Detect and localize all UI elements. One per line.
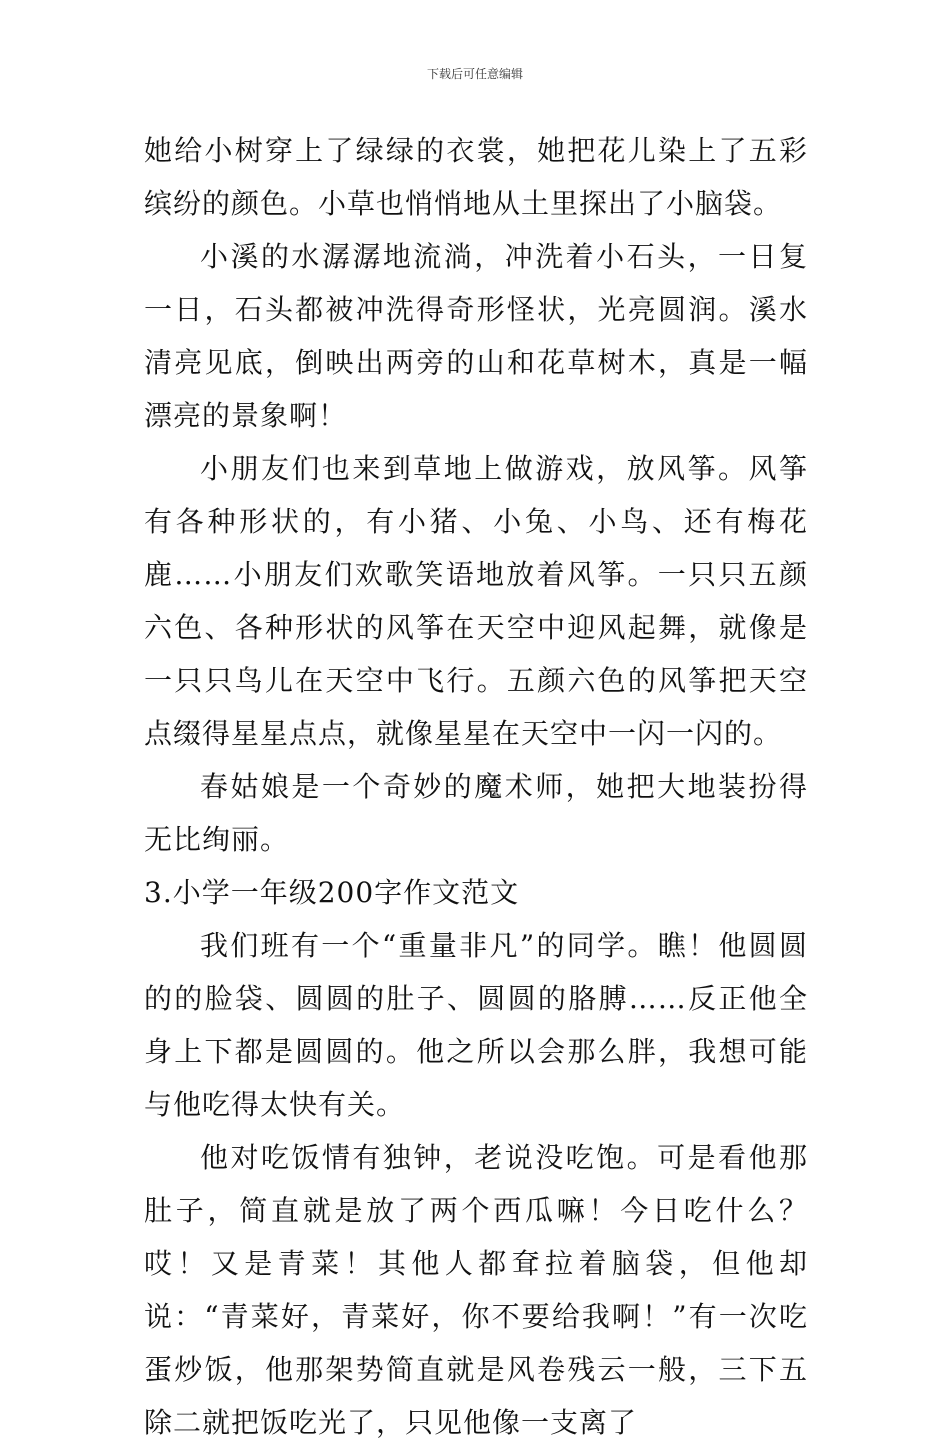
page-header: 下载后可任意编辑 bbox=[426, 67, 523, 81]
paragraph: 小溪的水潺潺地流淌，冲洗着小石头，一日复一日，石头都被冲洗得奇形怪状，光亮圆润。溪水清亮见底，倒映出两旁的山和花草树木，真是一幅漂亮的景象啊！ bbox=[144, 240, 808, 432]
paragraph: 他对吃饭情有独钟，老说没吃饱。可是看他那肚子，简直就是放了两个西瓜嘛！今日吃什么？哎！又是青菜！其他人都耷拉着脑袋，但他却说：“青菜好，青菜好，你不要给我啊！”有一次吃蛋炒饭，他那架势简直就是风卷残云一般，三下五除二就把饭吃光了，只见他像一支离了 bbox=[144, 1141, 808, 1439]
document-body bbox=[144, 124, 808, 1449]
section-heading: 3.小学一年级200字作文范文 bbox=[144, 876, 520, 909]
paragraph: 小朋友们也来到草地上做游戏，放风筝。风筝有各种形状的，有小猪、小兔、小鸟、还有梅花鹿……小朋友们欢歌笑语地放着风筝。一只只五颜六色、各种形状的风筝在天空中迎风起舞，就像是一只只鸟儿在天空中飞行。五颜六色的风筝把天空点缀得星星点点，就像星星在天空中一闪一闪的。 bbox=[144, 452, 808, 750]
paragraph: 我们班有一个“重量非凡”的同学。瞧！他圆圆的的脸袋、圆圆的肚子、圆圆的胳膊……反正他全身上下都是圆圆的。他之所以会那么胖，我想可能与他吃得太快有关。 bbox=[144, 929, 808, 1121]
paragraph: 春姑娘是一个奇妙的魔术师，她把大地装扮得无比绚丽。 bbox=[144, 770, 808, 856]
paragraph: 她给小树穿上了绿绿的衣裳，她把花儿染上了五彩缤纷的颜色。小草也悄悄地从土里探出了小脑袋。 bbox=[144, 134, 808, 220]
